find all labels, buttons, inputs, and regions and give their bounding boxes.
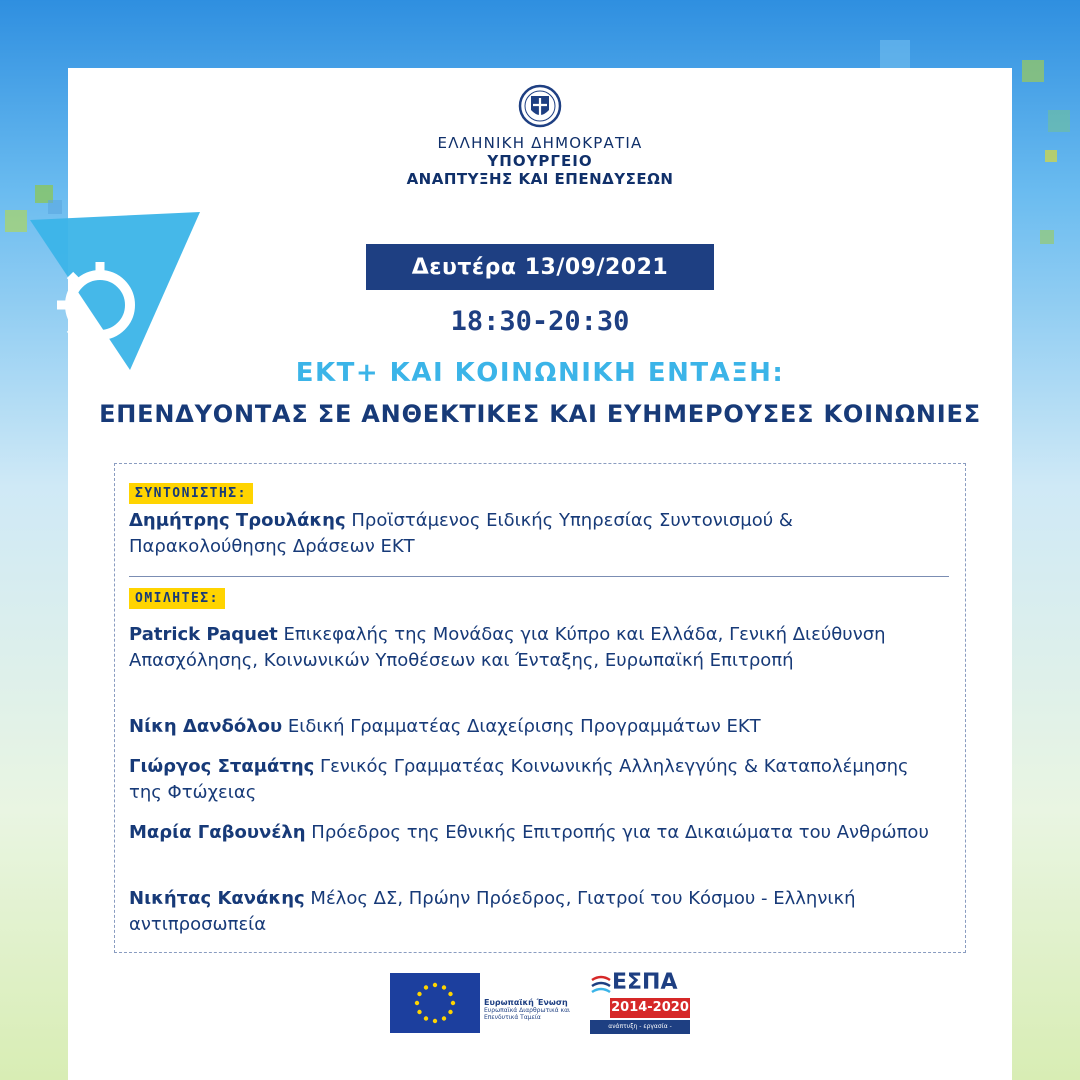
person-name: Μαρία Γαβουνέλη	[129, 822, 306, 843]
speakers-label: ΟΜΙΛΗΤΕΣ:	[129, 588, 225, 609]
ministry-name: ΑΝΑΠΤΥΞΗΣ ΚΑΙ ΕΠΕΝΔΥΣΕΩΝ	[406, 170, 674, 188]
person-role: Ειδική Γραμματέας Διαχείρισης Προγραμμάτων ΕΚΤ	[287, 716, 761, 737]
speaker-entry	[129, 714, 929, 740]
speaker-entry	[129, 820, 929, 846]
speaker-entry	[129, 622, 929, 674]
espa-word: ΕΣΠΑ	[612, 970, 678, 995]
person-role: Πρόεδρος της Εθνικής Επιτροπής για τα Δικαιώματα του Ανθρώπου	[311, 822, 929, 843]
event-date: Δευτέρα 13/09/2021	[366, 244, 714, 290]
eu-logo-text	[484, 998, 584, 1021]
event-title-line2: ΕΠΕΝΔΥΟΝΤΑΣ ΣΕ ΑΝΘΕΚΤΙΚΕΣ ΚΑΙ ΕΥΗΜΕΡΟΥΣΕΣ ΚΟΙΝΩΝΙΕΣ	[99, 400, 981, 428]
eu-flag-icon	[390, 973, 480, 1033]
person-name: Γιώργος Σταμάτης	[129, 756, 315, 777]
divider	[129, 576, 949, 577]
country-name: ΕΛΛΗΝΙΚΗ ΔΗΜΟΚΡΑΤΙΑ	[437, 134, 643, 152]
speaker-entry	[129, 754, 929, 806]
person-name: Νικήτας Κανάκης	[129, 888, 305, 909]
person-name: Νίκη Δανδόλου	[129, 716, 283, 737]
person-role: Γενικός Γραμματέας Κοινωνικής Αλληλεγγύης & Καταπολέμησης της Φτώχειας	[129, 756, 909, 803]
espa-tagline: ανάπτυξη - εργασία - αλληλεγγύη	[590, 1020, 690, 1034]
speaker-entry	[129, 886, 929, 938]
event-time: 18:30-20:30	[450, 306, 630, 337]
event-title-line1: ΕΚΤ+ ΚΑΙ ΚΟΙΝΩΝΙΚΗ ΕΝΤΑΞΗ:	[295, 358, 785, 388]
speakers-panel	[114, 463, 966, 953]
coat-of-arms-icon	[518, 84, 562, 128]
person-name: Patrick Paquet	[129, 624, 278, 645]
coordinator-entry	[129, 508, 929, 560]
person-name: Δημήτρης Τρουλάκης	[129, 510, 346, 531]
person-role: Προϊστάμενος Ειδικής Υπηρεσίας Συντονισμού & Παρακολούθησης Δράσεων ΕΚΤ	[129, 510, 793, 557]
ministry-label: ΥΠΟΥΡΓΕΙΟ	[487, 152, 593, 170]
eu-title: Ευρωπαϊκή Ένωση	[484, 998, 568, 1007]
espa-logo	[590, 970, 690, 1044]
espa-stripes-icon	[590, 974, 612, 996]
person-role: Μέλος ΔΣ, Πρώην Πρόεδρος, Γιατροί του Κόσμου - Ελληνική αντιπροσωπεία	[129, 888, 856, 935]
gear-arrow-decoration	[20, 210, 230, 390]
person-role: Επικεφαλής της Μονάδας για Κύπρο και Ελλάδα, Γενική Διεύθυνση Απασχόλησης, Κοινωνικών Υποθέσεων και Ένταξης, Ευρωπαϊκή Επιτροπή	[129, 624, 886, 671]
eu-subtitle: Ευρωπαϊκά Διαρθρωτικά και Επενδυτικά Ταμεία	[484, 1007, 571, 1021]
espa-years: 2014-2020	[610, 998, 690, 1018]
coordinator-label: ΣΥΝΤΟΝΙΣΤΗΣ:	[129, 483, 253, 504]
